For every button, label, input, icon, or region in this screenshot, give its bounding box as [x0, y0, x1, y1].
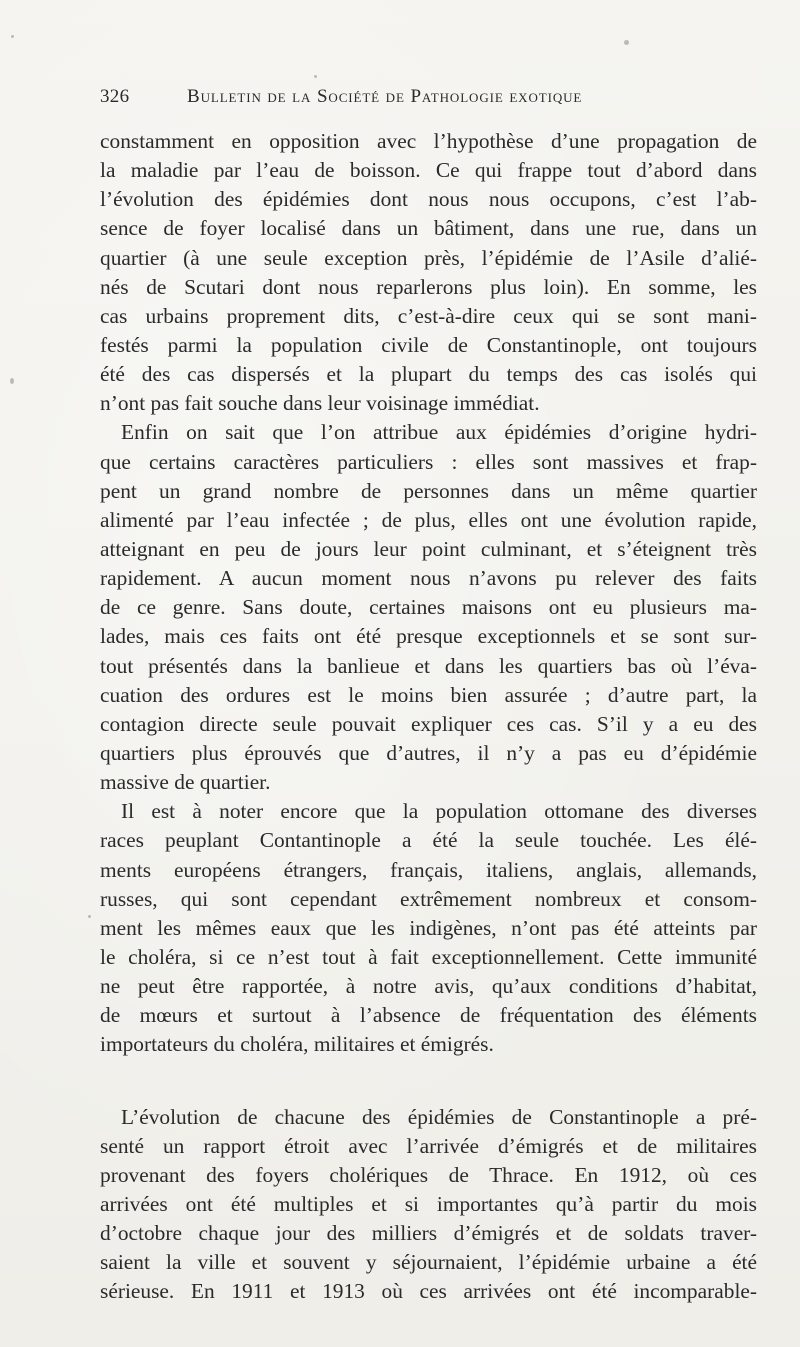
text-line: sence de foyer localisé dans un bâtiment, dans une rue, dans un — [100, 216, 757, 241]
print-speck — [314, 75, 317, 78]
page-number: 326 — [100, 86, 130, 107]
text-line: races peuplant Contantinople a été la seule touchée. Les élé- — [100, 828, 757, 853]
text-line: senté un rapport étroit avec l’arrivée d’émigrés et de militaires — [100, 1133, 757, 1158]
print-speck — [10, 378, 14, 384]
text-line: russes, qui sont cependant extrêmement nombreux et consom- — [100, 886, 757, 911]
text-line: cuation des ordures est le moins bien assurée ; d’autre part, la — [100, 682, 757, 707]
paragraph-2 — [100, 418, 757, 797]
text-line: ment les mêmes eaux que les indigènes, n’ont pas été atteints par — [100, 915, 757, 940]
text-line: Il est à noter encore que la population ottomane des diverses — [121, 799, 757, 824]
running-header — [100, 86, 660, 116]
text-line: cas urbains proprement dits, c’est-à-dire ceux qui se sont mani- — [100, 303, 757, 328]
text-line: ments européens étrangers, français, italiens, anglais, allemands, — [100, 857, 757, 882]
text-line: Enfin on sait que l’on attribue aux épidémies d’origine hydri- — [121, 420, 757, 445]
text-line: que certains caractères particuliers : elles sont massives et frap- — [100, 449, 757, 474]
paragraph-1 — [100, 127, 757, 418]
text-line: sérieuse. En 1911 et 1913 où ces arrivées ont été incomparable- — [100, 1279, 757, 1304]
paragraph-3 — [100, 797, 757, 1059]
running-title: Bulletin de la Société de Pathologie exotique — [187, 86, 583, 107]
text-line: importateurs du choléra, militaires et émigrés. — [100, 1032, 494, 1057]
text-line: contagion directe seule pouvait expliquer ces cas. S’il y a eu des — [100, 711, 757, 736]
text-line: pent un grand nombre de personnes dans un même quartier — [100, 478, 757, 503]
text-line: de ce genre. Sans doute, certaines maisons ont eu plusieurs ma- — [100, 595, 757, 620]
text-line: la maladie par l’eau de boisson. Ce qui frappe tout d’abord dans — [100, 158, 757, 183]
text-line: quartier (à une seule exception près, l’épidémie de l’Asile d’alié- — [100, 245, 757, 270]
text-line: atteignant en peu de jours leur point culminant, et s’éteignent très — [100, 536, 757, 561]
text-line: festés parmi la population civile de Constantinople, ont toujours — [100, 332, 757, 357]
body-text — [100, 127, 757, 1306]
text-line: de mœurs et surtout à l’absence de fréquentation des éléments — [100, 1003, 757, 1028]
text-line: été des cas dispersés et la plupart du temps des cas isolés qui — [100, 362, 757, 387]
text-line: rapidement. A aucun moment nous n’avons pu relever des faits — [100, 566, 757, 591]
text-line: d’octobre chaque jour des milliers d’émigrés et de soldats traver- — [100, 1221, 757, 1246]
text-line: lades, mais ces faits ont été presque exceptionnels et se sont sur- — [100, 624, 757, 649]
print-speck — [88, 915, 91, 918]
text-line: le choléra, si ce n’est tout à fait exceptionnellement. Cette immunité — [100, 944, 757, 969]
text-line: constamment en opposition avec l’hypothèse d’une propagation de — [100, 129, 757, 153]
text-line: quartiers plus éprouvés que d’autres, il n’y a pas eu d’épidémie — [100, 740, 757, 765]
text-line: ne peut être rapportée, à notre avis, qu’aux conditions d’habitat, — [100, 974, 757, 999]
text-line: tout présentés dans la banlieue et dans les quartiers bas où l’éva- — [100, 653, 757, 678]
text-line: l’évolution des épidémies dont nous nous occupons, c’est l’ab- — [100, 187, 757, 212]
text-line: n’ont pas fait souche dans leur voisinage immédiat. — [100, 391, 540, 416]
paragraph-4 — [100, 1103, 757, 1307]
print-speck — [11, 35, 14, 38]
text-line: nés de Scutari dont nous reparlerons plus loin). En somme, les — [100, 274, 757, 299]
text-line: arrivées ont été multiples et si importantes qu’à partir du mois — [100, 1191, 757, 1216]
text-line: saient la ville et souvent y séjournaient, l’épidémie urbaine a été — [100, 1250, 757, 1275]
text-line: alimenté par l’eau infectée ; de plus, elles ont une évolution rapide, — [100, 507, 757, 532]
print-speck — [624, 40, 629, 45]
section-gap — [100, 1060, 757, 1103]
text-line: L’évolution de chacune des épidémies de Constantinople a pré- — [121, 1104, 757, 1129]
text-line: massive de quartier. — [100, 770, 271, 795]
text-line: provenant des foyers cholériques de Thrace. En 1912, où ces — [100, 1162, 757, 1187]
